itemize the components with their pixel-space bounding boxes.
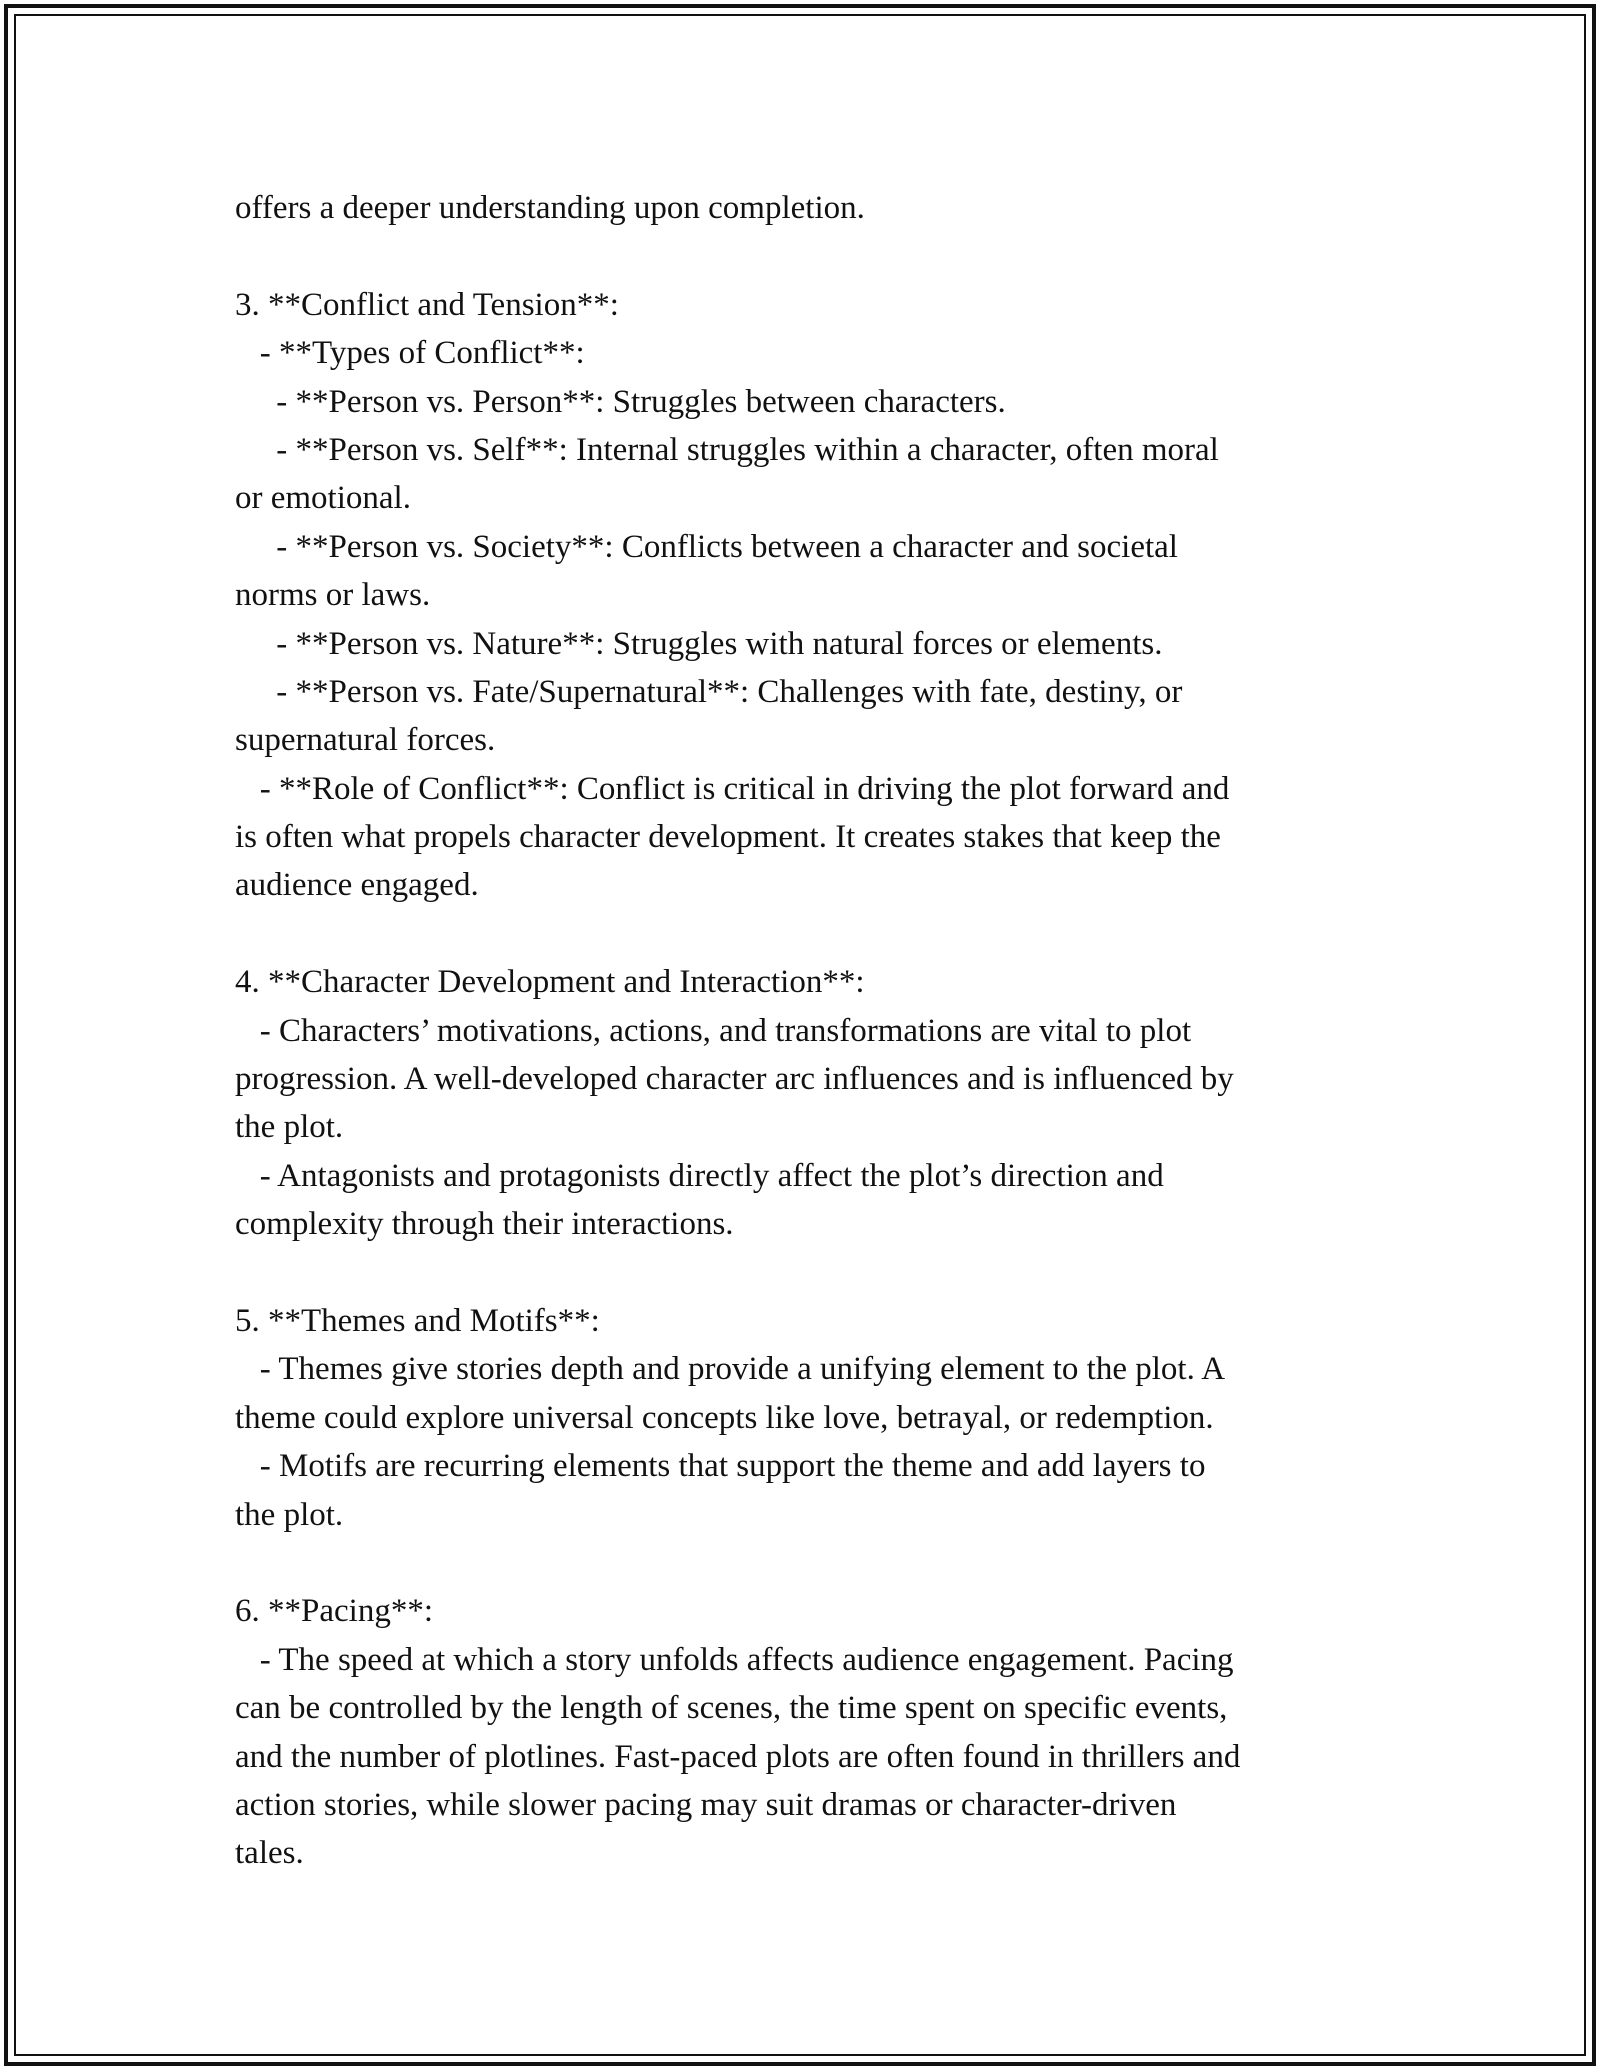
document-body [235,184,1365,1878]
text-line: supernatural forces. [235,722,496,759]
section-heading: 5. **Themes and Motifs**: [235,1302,600,1339]
blank-line [235,1249,1365,1297]
text-line: - The speed at which a story unfolds affects audience engagement. Pacing [235,1641,1234,1678]
text-line: norms or laws. [235,577,431,614]
text-line: - **Person vs. Society**: Conflicts between a character and societal [235,528,1178,565]
text-line: - Characters’ motivations, actions, and transformations are vital to plot [235,1012,1192,1049]
text-line: - Themes give stories depth and provide a unifying element to the plot. A [235,1351,1226,1388]
text-line: - Antagonists and protagonists directly affect the plot’s direction and [235,1157,1164,1194]
section-heading: 6. **Pacing**: [235,1593,433,1630]
text-line: the plot. [235,1109,344,1146]
text-line: - Motifs are recurring elements that support the theme and add layers to [235,1448,1206,1485]
text-line: can be controlled by the length of scenes, the time spent on specific events, [235,1690,1228,1727]
text-line: action stories, while slower pacing may suit dramas or character-driven [235,1786,1177,1823]
text-line: - **Person vs. Nature**: Struggles with natural forces or elements. [235,625,1163,662]
text-line: - **Role of Conflict**: Conflict is critical in driving the plot forward and [235,770,1230,807]
text-line: offers a deeper understanding upon completion. [235,190,865,226]
blank-line [235,910,1365,958]
text-line: - **Person vs. Self**: Internal struggles within a character, often moral [235,431,1219,468]
text-line: or emotional. [235,480,411,517]
section-heading: 4. **Character Development and Interaction**: [235,964,865,1001]
text-line: theme could explore universal concepts like love, betrayal, or redemption. [235,1399,1214,1436]
text-line: - **Person vs. Fate/Supernatural**: Challenges with fate, destiny, or [235,673,1183,710]
text-line: progression. A well-developed character arc influences and is influenced by [235,1061,1234,1098]
text-line: - **Person vs. Person**: Struggles between characters. [235,383,1006,420]
text-line: the plot. [235,1496,344,1533]
text-line: is often what propels character development. It creates stakes that keep the [235,819,1221,856]
blank-line [235,232,1365,280]
blank-line [235,1539,1365,1587]
text-line: tales. [235,1835,304,1872]
text-line: audience engaged. [235,867,479,904]
text-line: and the number of plotlines. Fast-paced plots are often found in thrillers and [235,1738,1241,1775]
section-heading: 3. **Conflict and Tension**: [235,286,619,323]
text-line: complexity through their interactions. [235,1206,734,1243]
text-line: - **Types of Conflict**: [235,335,585,372]
